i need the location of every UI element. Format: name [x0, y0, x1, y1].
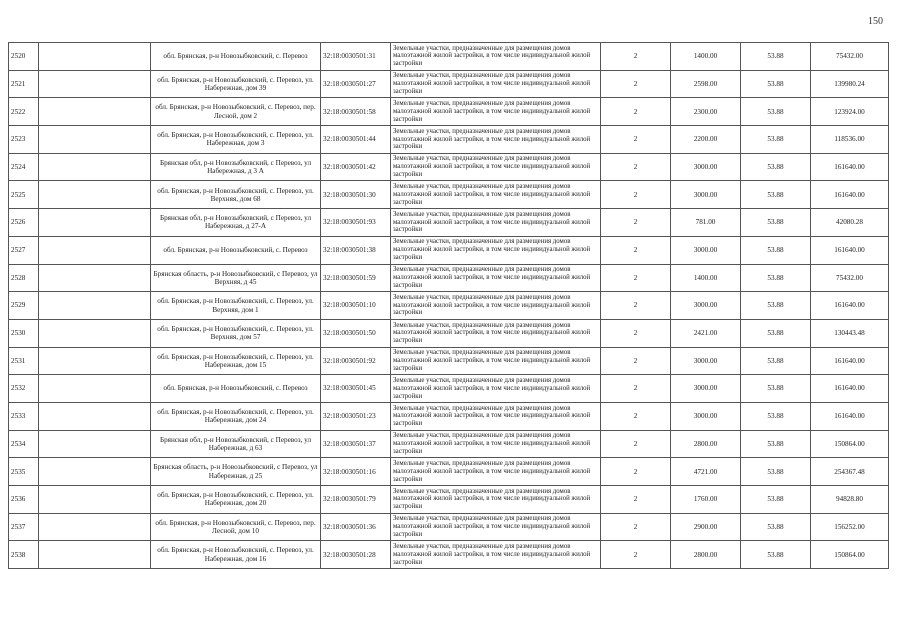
row-number-cell: 2535 [9, 458, 39, 486]
rate-cell: 53.88 [741, 347, 811, 375]
table-row [9, 402, 889, 430]
cadastral-value-cell: 161640.00 [811, 236, 889, 264]
row-number-cell: 2521 [9, 70, 39, 98]
land-use-cell: Земельные участки, предназначенные для размещения домов малоэтажной жилой застройки, в том числе индивидуальной жилой застройки [391, 347, 601, 375]
spacer-cell [39, 347, 151, 375]
cadastral-value-cell: 161640.00 [811, 292, 889, 320]
spacer-cell [39, 153, 151, 181]
row-number-cell: 2525 [9, 181, 39, 209]
table-row [9, 181, 889, 209]
row-number-cell: 2522 [9, 98, 39, 126]
row-number-cell: 2529 [9, 292, 39, 320]
rate-cell: 53.88 [741, 402, 811, 430]
cadastral-value-cell: 42080.28 [811, 209, 889, 237]
land-use-cell: Земельные участки, предназначенные для размещения домов малоэтажной жилой застройки, в том числе индивидуальной жилой застройки [391, 98, 601, 126]
spacer-cell [39, 402, 151, 430]
rate-cell: 53.88 [741, 264, 811, 292]
row-number-cell: 2530 [9, 319, 39, 347]
address-cell: обл. Брянская, р-н Новозыбковский, с. Перевоз, ул. Верхняя, дом 57 [151, 319, 321, 347]
land-use-cell: Земельные участки, предназначенные для размещения домов малоэтажной жилой застройки, в том числе индивидуальной жилой застройки [391, 402, 601, 430]
row-number-cell: 2523 [9, 126, 39, 154]
category-cell: 2 [601, 430, 671, 458]
cadastral-value-cell: 161640.00 [811, 347, 889, 375]
address-cell: Брянская обл, р-н Новозыбковский, с Перевоз, ул Набережная, д 27-А [151, 209, 321, 237]
area-cell: 3000.00 [671, 153, 741, 181]
spacer-cell [39, 209, 151, 237]
land-use-cell: Земельные участки, предназначенные для размещения домов малоэтажной жилой застройки, в том числе индивидуальной жилой застройки [391, 153, 601, 181]
category-cell: 2 [601, 402, 671, 430]
address-cell: обл. Брянская, р-н Новозыбковский, с. Перевоз, ул. Набережная, дом 24 [151, 402, 321, 430]
cadastral-number-cell: 32:18:0030501:45 [321, 375, 391, 403]
cadastral-number-cell: 32:18:0030501:36 [321, 513, 391, 541]
cadastral-value-cell: 75432.00 [811, 43, 889, 71]
area-cell: 2900.00 [671, 513, 741, 541]
category-cell: 2 [601, 98, 671, 126]
cadastral-number-cell: 32:18:0030501:10 [321, 292, 391, 320]
land-use-cell: Земельные участки, предназначенные для размещения домов малоэтажной жилой застройки, в том числе индивидуальной жилой застройки [391, 319, 601, 347]
land-plots-table [8, 42, 889, 569]
row-number-cell: 2537 [9, 513, 39, 541]
category-cell: 2 [601, 236, 671, 264]
spacer-cell [39, 292, 151, 320]
area-cell: 1400.00 [671, 43, 741, 71]
rate-cell: 53.88 [741, 513, 811, 541]
rate-cell: 53.88 [741, 209, 811, 237]
category-cell: 2 [601, 458, 671, 486]
category-cell: 2 [601, 209, 671, 237]
area-cell: 4721.00 [671, 458, 741, 486]
cadastral-value-cell: 161640.00 [811, 153, 889, 181]
category-cell: 2 [601, 70, 671, 98]
row-number-cell: 2533 [9, 402, 39, 430]
table-row [9, 43, 889, 71]
cadastral-value-cell: 161640.00 [811, 375, 889, 403]
table-row [9, 264, 889, 292]
cadastral-value-cell: 139980.24 [811, 70, 889, 98]
category-cell: 2 [601, 375, 671, 403]
category-cell: 2 [601, 153, 671, 181]
cadastral-number-cell: 32:18:0030501:37 [321, 430, 391, 458]
table-row [9, 126, 889, 154]
area-cell: 3000.00 [671, 236, 741, 264]
rate-cell: 53.88 [741, 70, 811, 98]
land-use-cell: Земельные участки, предназначенные для размещения домов малоэтажной жилой застройки, в том числе индивидуальной жилой застройки [391, 70, 601, 98]
row-number-cell: 2528 [9, 264, 39, 292]
row-number-cell: 2536 [9, 486, 39, 514]
cadastral-number-cell: 32:18:0030501:59 [321, 264, 391, 292]
spacer-cell [39, 98, 151, 126]
address-cell: обл. Брянская, р-н Новозыбковский, с. Перевоз [151, 236, 321, 264]
rate-cell: 53.88 [741, 486, 811, 514]
cadastral-number-cell: 32:18:0030501:44 [321, 126, 391, 154]
cadastral-number-cell: 32:18:0030501:27 [321, 70, 391, 98]
row-number-cell: 2538 [9, 541, 39, 569]
category-cell: 2 [601, 181, 671, 209]
spacer-cell [39, 126, 151, 154]
table-row [9, 375, 889, 403]
rate-cell: 53.88 [741, 375, 811, 403]
area-cell: 3000.00 [671, 292, 741, 320]
table-row [9, 319, 889, 347]
row-number-cell: 2524 [9, 153, 39, 181]
area-cell: 2800.00 [671, 541, 741, 569]
spacer-cell [39, 319, 151, 347]
area-cell: 2800.00 [671, 430, 741, 458]
cadastral-value-cell: 161640.00 [811, 402, 889, 430]
area-cell: 1760.00 [671, 486, 741, 514]
cadastral-number-cell: 32:18:0030501:50 [321, 319, 391, 347]
table-row [9, 486, 889, 514]
address-cell: обл. Брянская, р-н Новозыбковский, с. Перевоз, ул. Верхняя, дом 1 [151, 292, 321, 320]
spacer-cell [39, 430, 151, 458]
cadastral-number-cell: 32:18:0030501:16 [321, 458, 391, 486]
table-row [9, 292, 889, 320]
row-number-cell: 2534 [9, 430, 39, 458]
table-row [9, 430, 889, 458]
cadastral-value-cell: 118536.00 [811, 126, 889, 154]
table-body [9, 43, 889, 569]
category-cell: 2 [601, 347, 671, 375]
spacer-cell [39, 458, 151, 486]
cadastral-number-cell: 32:18:0030501:93 [321, 209, 391, 237]
cadastral-number-cell: 32:18:0030501:42 [321, 153, 391, 181]
spacer-cell [39, 513, 151, 541]
table-row [9, 70, 889, 98]
table-row [9, 98, 889, 126]
address-cell: обл. Брянская, р-н Новозыбковский, с. Перевоз, ул. Набережная, дом 3 [151, 126, 321, 154]
table-row [9, 347, 889, 375]
rate-cell: 53.88 [741, 126, 811, 154]
category-cell: 2 [601, 486, 671, 514]
cadastral-value-cell: 254367.48 [811, 458, 889, 486]
table-row [9, 458, 889, 486]
cadastral-number-cell: 32:18:0030501:92 [321, 347, 391, 375]
address-cell: обл. Брянская, р-н Новозыбковский, с. Перевоз, ул. Набережная, дом 15 [151, 347, 321, 375]
address-cell: обл. Брянская, р-н Новозыбковский, с. Перевоз, ул. Набережная, дом 39 [151, 70, 321, 98]
area-cell: 2598.00 [671, 70, 741, 98]
cadastral-value-cell: 156252.00 [811, 513, 889, 541]
spacer-cell [39, 70, 151, 98]
address-cell: обл. Брянская, р-н Новозыбковский, с. Перевоз, пер. Лесной, дом 10 [151, 513, 321, 541]
address-cell: Брянская обл, р-н Новозыбковский, с Перевоз, ул Набережная, д 63 [151, 430, 321, 458]
area-cell: 1400.00 [671, 264, 741, 292]
land-use-cell: Земельные участки, предназначенные для размещения домов малоэтажной жилой застройки, в том числе индивидуальной жилой застройки [391, 181, 601, 209]
table-row [9, 209, 889, 237]
address-cell: обл. Брянская, р-н Новозыбковский, с. Перевоз, ул. Набережная, дом 16 [151, 541, 321, 569]
land-use-cell: Земельные участки, предназначенные для размещения домов малоэтажной жилой застройки, в том числе индивидуальной жилой застройки [391, 264, 601, 292]
area-cell: 3000.00 [671, 402, 741, 430]
land-use-cell: Земельные участки, предназначенные для размещения домов малоэтажной жилой застройки, в том числе индивидуальной жилой застройки [391, 430, 601, 458]
cadastral-value-cell: 150864.00 [811, 430, 889, 458]
spacer-cell [39, 181, 151, 209]
row-number-cell: 2526 [9, 209, 39, 237]
row-number-cell: 2531 [9, 347, 39, 375]
cadastral-value-cell: 75432.00 [811, 264, 889, 292]
rate-cell: 53.88 [741, 153, 811, 181]
category-cell: 2 [601, 264, 671, 292]
land-use-cell: Земельные участки, предназначенные для размещения домов малоэтажной жилой застройки, в том числе индивидуальной жилой застройки [391, 541, 601, 569]
land-use-cell: Земельные участки, предназначенные для размещения домов малоэтажной жилой застройки, в том числе индивидуальной жилой застройки [391, 209, 601, 237]
cadastral-number-cell: 32:18:0030501:28 [321, 541, 391, 569]
cadastral-value-cell: 123924.00 [811, 98, 889, 126]
table-row [9, 153, 889, 181]
rate-cell: 53.88 [741, 181, 811, 209]
rate-cell: 53.88 [741, 458, 811, 486]
address-cell: Брянская область, р-н Новозыбковский, с Перевоз, ул Набережная, д 25 [151, 458, 321, 486]
cadastral-number-cell: 32:18:0030501:31 [321, 43, 391, 71]
cadastral-value-cell: 161640.00 [811, 181, 889, 209]
page-number: 150 [868, 16, 883, 27]
row-number-cell: 2527 [9, 236, 39, 264]
land-use-cell: Земельные участки, предназначенные для размещения домов малоэтажной жилой застройки, в том числе индивидуальной жилой застройки [391, 513, 601, 541]
spacer-cell [39, 264, 151, 292]
land-use-cell: Земельные участки, предназначенные для размещения домов малоэтажной жилой застройки, в том числе индивидуальной жилой застройки [391, 292, 601, 320]
category-cell: 2 [601, 126, 671, 154]
table-row [9, 541, 889, 569]
cadastral-value-cell: 150864.00 [811, 541, 889, 569]
rate-cell: 53.88 [741, 430, 811, 458]
rate-cell: 53.88 [741, 43, 811, 71]
address-cell: Брянская область, р-н Новозыбковский, с Перевоз, ул Верхняя, д 45 [151, 264, 321, 292]
cadastral-value-cell: 94828.80 [811, 486, 889, 514]
address-cell: обл. Брянская, р-н Новозыбковский, с. Перевоз [151, 375, 321, 403]
cadastral-number-cell: 32:18:0030501:38 [321, 236, 391, 264]
land-use-cell: Земельные участки, предназначенные для размещения домов малоэтажной жилой застройки, в том числе индивидуальной жилой застройки [391, 126, 601, 154]
land-use-cell: Земельные участки, предназначенные для размещения домов малоэтажной жилой застройки, в том числе индивидуальной жилой застройки [391, 458, 601, 486]
cadastral-number-cell: 32:18:0030501:79 [321, 486, 391, 514]
address-cell: Брянская обл, р-н Новозыбковский, с Перевоз, ул Набережная, д 3 А [151, 153, 321, 181]
table-row [9, 236, 889, 264]
cadastral-number-cell: 32:18:0030501:23 [321, 402, 391, 430]
spacer-cell [39, 486, 151, 514]
area-cell: 2300.00 [671, 98, 741, 126]
category-cell: 2 [601, 319, 671, 347]
area-cell: 2421.00 [671, 319, 741, 347]
category-cell: 2 [601, 43, 671, 71]
spacer-cell [39, 375, 151, 403]
address-cell: обл. Брянская, р-н Новозыбковский, с. Перевоз [151, 43, 321, 71]
rate-cell: 53.88 [741, 236, 811, 264]
row-number-cell: 2520 [9, 43, 39, 71]
area-cell: 3000.00 [671, 375, 741, 403]
cadastral-number-cell: 32:18:0030501:30 [321, 181, 391, 209]
rate-cell: 53.88 [741, 319, 811, 347]
land-use-cell: Земельные участки, предназначенные для размещения домов малоэтажной жилой застройки, в том числе индивидуальной жилой застройки [391, 43, 601, 71]
category-cell: 2 [601, 292, 671, 320]
land-use-cell: Земельные участки, предназначенные для размещения домов малоэтажной жилой застройки, в том числе индивидуальной жилой застройки [391, 486, 601, 514]
category-cell: 2 [601, 513, 671, 541]
rate-cell: 53.88 [741, 98, 811, 126]
spacer-cell [39, 43, 151, 71]
address-cell: обл. Брянская, р-н Новозыбковский, с. Перевоз, ул. Верхняя, дом 68 [151, 181, 321, 209]
area-cell: 2200.00 [671, 126, 741, 154]
category-cell: 2 [601, 541, 671, 569]
rate-cell: 53.88 [741, 292, 811, 320]
area-cell: 3000.00 [671, 181, 741, 209]
land-use-cell: Земельные участки, предназначенные для размещения домов малоэтажной жилой застройки, в том числе индивидуальной жилой застройки [391, 375, 601, 403]
spacer-cell [39, 236, 151, 264]
rate-cell: 53.88 [741, 541, 811, 569]
row-number-cell: 2532 [9, 375, 39, 403]
address-cell: обл. Брянская, р-н Новозыбковский, с. Перевоз, ул. Набережная, дом 20 [151, 486, 321, 514]
cadastral-number-cell: 32:18:0030501:58 [321, 98, 391, 126]
cadastral-value-cell: 130443.48 [811, 319, 889, 347]
area-cell: 781.00 [671, 209, 741, 237]
table-row [9, 513, 889, 541]
land-use-cell: Земельные участки, предназначенные для размещения домов малоэтажной жилой застройки, в том числе индивидуальной жилой застройки [391, 236, 601, 264]
spacer-cell [39, 541, 151, 569]
address-cell: обл. Брянская, р-н Новозыбковский, с. Перевоз, пер. Лесной, дом 2 [151, 98, 321, 126]
area-cell: 3000.00 [671, 347, 741, 375]
